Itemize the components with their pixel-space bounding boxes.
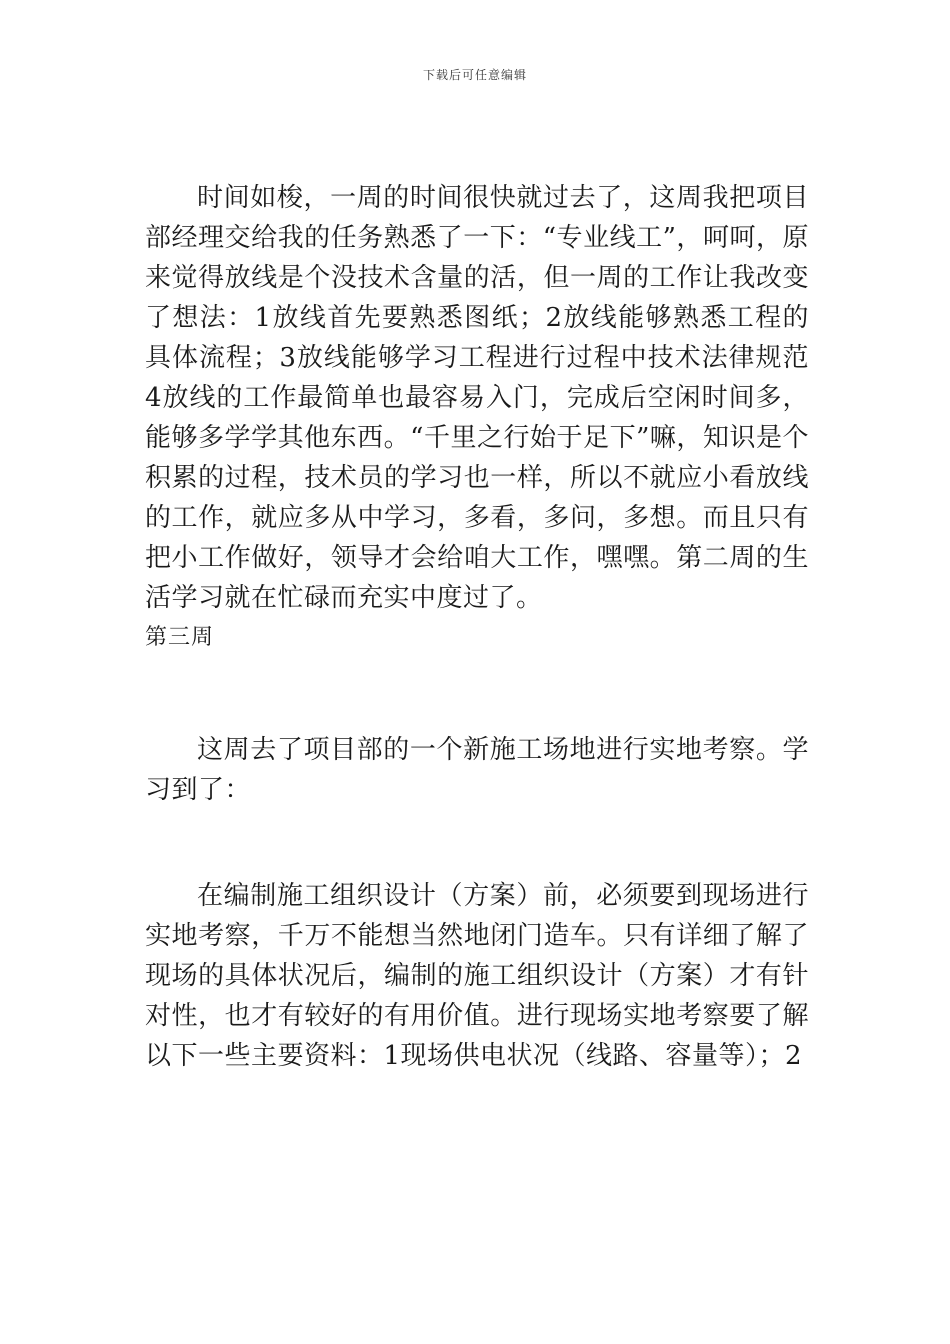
page-header-note: 下载后可任意编辑 [422,68,527,82]
document-body [145,178,809,1076]
spacer [145,658,809,730]
spacer [145,810,809,876]
paragraph-site-survey-details: 在编制施工组织设计（方案）前，必须要到现场进行实地考察，千万不能想当然地闭门造车。只有详细了解了现场的具体状况后，编制的施工组织设计（方案）才有针对性，也才有较好的有用价值。进行现场实地考察要了解以下一些主要资料：1现场供电状况（线路、容量等）；2 [145,881,809,1071]
paragraph-week2-summary: 时间如梭，一周的时间很快就过去了，这周我把项目部经理交给我的任务熟悉了一下：“专业线工”，呵呵，原来觉得放线是个没技术含量的活，但一周的工作让我改变了想法：1放线首先要熟悉图纸；2放线能够熟悉工程的具体流程；3放线能够学习工程进行过程中技术法律规范4放线的工作最简单也最容易入门，完成后空闲时间多，能够多学学其他东西。“千里之行始于足下”嘛，知识是个积累的过程，技术员的学习也一样，所以不就应小看放线的工作，就应多从中学习，多看，多问，多想。而且只有把小工作做好，领导才会给咱大工作，嘿嘿。第二周的生活学习就在忙碌而充实中度过了。 [145,183,809,613]
section-heading-week3: 第三周 [145,625,215,650]
paragraph-site-visit: 这周去了项目部的一个新施工场地进行实地考察。学习到了： [145,735,809,805]
